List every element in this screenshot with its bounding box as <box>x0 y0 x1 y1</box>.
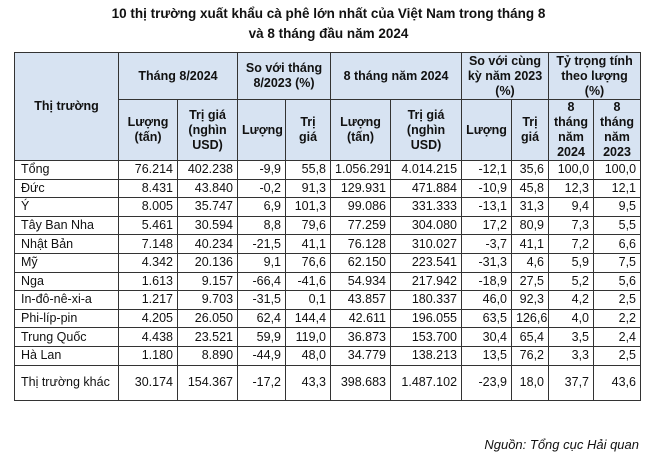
aug-value-change-cell: 76,6 <box>286 253 331 272</box>
aug-value-cell: 154.367 <box>178 365 238 400</box>
header-aug-2024: Tháng 8/2024 <box>119 53 238 100</box>
ytd-value-cell: 138.213 <box>391 346 462 365</box>
header-vs-ytd-2023: So với cùng kỳ năm 2023 (%) <box>462 53 549 100</box>
ytd-value-cell: 223.541 <box>391 253 462 272</box>
aug-value-cell: 43.840 <box>178 179 238 198</box>
table-row <box>15 328 641 347</box>
share-2024-cell: 3,5 <box>549 328 594 347</box>
share-2024-cell: 100,0 <box>549 161 594 180</box>
ytd-volume-cell: 34.779 <box>331 346 391 365</box>
share-2023-cell: 2,5 <box>594 346 641 365</box>
share-2023-cell: 9,5 <box>594 198 641 217</box>
aug-volume-cell: 7.148 <box>119 235 178 254</box>
aug-value-cell: 402.238 <box>178 161 238 180</box>
aug-value-change-cell: 119,0 <box>286 328 331 347</box>
ytd-volume-cell: 76.128 <box>331 235 391 254</box>
aug-volume-change-cell: 62,4 <box>238 309 286 328</box>
aug-value-cell: 9.157 <box>178 272 238 291</box>
ytd-volume-change-cell: -31,3 <box>462 253 512 272</box>
ytd-value-cell: 196.055 <box>391 309 462 328</box>
aug-volume-cell: 8.005 <box>119 198 178 217</box>
ytd-volume-change-cell: -13,1 <box>462 198 512 217</box>
ytd-value-cell: 217.942 <box>391 272 462 291</box>
aug-value-cell: 23.521 <box>178 328 238 347</box>
ytd-value-cell: 304.080 <box>391 216 462 235</box>
table-row <box>15 346 641 365</box>
subheader-value-kusd: Trị giá (nghìn USD) <box>178 100 238 161</box>
aug-value-cell: 8.890 <box>178 346 238 365</box>
share-2023-cell: 43,6 <box>594 365 641 400</box>
aug-volume-cell: 1.613 <box>119 272 178 291</box>
ytd-value-change-cell: 92,3 <box>512 291 549 310</box>
aug-value-change-cell: 144,4 <box>286 309 331 328</box>
aug-value-change-cell: 55,8 <box>286 161 331 180</box>
ytd-value-change-cell: 4,6 <box>512 253 549 272</box>
aug-value-cell: 40.234 <box>178 235 238 254</box>
ytd-value-change-cell: 41,1 <box>512 235 549 254</box>
ytd-volume-change-cell: -10,9 <box>462 179 512 198</box>
ytd-volume-change-cell: -12,1 <box>462 161 512 180</box>
table-row <box>15 253 641 272</box>
table-row <box>15 272 641 291</box>
market-cell: Mỹ <box>15 253 119 272</box>
share-2024-cell: 12,3 <box>549 179 594 198</box>
table-body <box>15 161 641 401</box>
aug-value-change-cell: 48,0 <box>286 346 331 365</box>
subheader-ytd-value-kusd: Trị giá (nghìn USD) <box>391 100 462 161</box>
ytd-volume-cell: 43.857 <box>331 291 391 310</box>
ytd-volume-cell: 62.150 <box>331 253 391 272</box>
ytd-volume-cell: 77.259 <box>331 216 391 235</box>
aug-volume-change-cell: -0,2 <box>238 179 286 198</box>
aug-volume-change-cell: 8,8 <box>238 216 286 235</box>
market-cell: Phi-líp-pin <box>15 309 119 328</box>
ytd-volume-change-cell: 17,2 <box>462 216 512 235</box>
aug-volume-change-cell: -31,5 <box>238 291 286 310</box>
ytd-value-cell: 310.027 <box>391 235 462 254</box>
header-share: Tỷ trọng tính theo lượng (%) <box>549 53 641 100</box>
ytd-value-change-cell: 76,2 <box>512 346 549 365</box>
share-2024-cell: 4,2 <box>549 291 594 310</box>
aug-volume-change-cell: -21,5 <box>238 235 286 254</box>
header-market: Thị trường <box>15 53 119 161</box>
ytd-volume-cell: 129.931 <box>331 179 391 198</box>
ytd-volume-change-cell: 46,0 <box>462 291 512 310</box>
header-ytd-2024: 8 tháng năm 2024 <box>331 53 462 100</box>
ytd-value-change-cell: 35,6 <box>512 161 549 180</box>
share-2023-cell: 2,5 <box>594 291 641 310</box>
ytd-value-cell: 180.337 <box>391 291 462 310</box>
title-line-2: và 8 tháng đầu năm 2024 <box>248 26 409 41</box>
market-cell: Ý <box>15 198 119 217</box>
subheader-ytd-volume-change: Lượng <box>462 100 512 161</box>
share-2024-cell: 9,4 <box>549 198 594 217</box>
ytd-value-change-cell: 80,9 <box>512 216 549 235</box>
aug-volume-change-cell: -66,4 <box>238 272 286 291</box>
coffee-export-table <box>14 52 641 401</box>
aug-volume-cell: 1.180 <box>119 346 178 365</box>
header-vs-aug-2023: So với tháng 8/2023 (%) <box>238 53 331 100</box>
table-row <box>15 198 641 217</box>
aug-value-cell: 9.703 <box>178 291 238 310</box>
share-2023-cell: 2,4 <box>594 328 641 347</box>
aug-value-cell: 20.136 <box>178 253 238 272</box>
aug-value-change-cell: 79,6 <box>286 216 331 235</box>
source-note: Nguồn: Tổng cục Hải quan <box>484 437 639 452</box>
share-2024-cell: 3,3 <box>549 346 594 365</box>
aug-volume-change-cell: -44,9 <box>238 346 286 365</box>
share-2023-cell: 7,5 <box>594 253 641 272</box>
subheader-ytd-value-change: Trị giá <box>512 100 549 161</box>
share-2024-cell: 4,0 <box>549 309 594 328</box>
ytd-value-change-cell: 126,6 <box>512 309 549 328</box>
ytd-volume-cell: 54.934 <box>331 272 391 291</box>
aug-value-change-cell: 41,1 <box>286 235 331 254</box>
ytd-value-change-cell: 18,0 <box>512 365 549 400</box>
table-row <box>15 216 641 235</box>
share-2023-cell: 5,5 <box>594 216 641 235</box>
market-cell: In-đô-nê-xi-a <box>15 291 119 310</box>
share-2024-cell: 37,7 <box>549 365 594 400</box>
aug-volume-cell: 76.214 <box>119 161 178 180</box>
market-cell: Nga <box>15 272 119 291</box>
table-row <box>15 161 641 180</box>
aug-volume-change-cell: 9,1 <box>238 253 286 272</box>
share-2023-cell: 6,6 <box>594 235 641 254</box>
ytd-value-change-cell: 27,5 <box>512 272 549 291</box>
aug-volume-cell: 8.431 <box>119 179 178 198</box>
share-2024-cell: 5,9 <box>549 253 594 272</box>
aug-volume-change-cell: 59,9 <box>238 328 286 347</box>
aug-value-change-cell: 43,3 <box>286 365 331 400</box>
ytd-value-cell: 4.014.215 <box>391 161 462 180</box>
share-2024-cell: 5,2 <box>549 272 594 291</box>
subheader-volume-ton: Lượng (tấn) <box>119 100 178 161</box>
ytd-value-cell: 153.700 <box>391 328 462 347</box>
aug-value-change-cell: 101,3 <box>286 198 331 217</box>
ytd-value-change-cell: 31,3 <box>512 198 549 217</box>
table-row <box>15 179 641 198</box>
market-cell: Trung Quốc <box>15 328 119 347</box>
subheader-ytd-volume-ton: Lượng (tấn) <box>331 100 391 161</box>
ytd-volume-change-cell: -3,7 <box>462 235 512 254</box>
share-2023-cell: 100,0 <box>594 161 641 180</box>
market-cell: Hà Lan <box>15 346 119 365</box>
ytd-volume-cell: 42.611 <box>331 309 391 328</box>
aug-volume-cell: 5.461 <box>119 216 178 235</box>
ytd-value-cell: 1.487.102 <box>391 365 462 400</box>
market-cell: Tây Ban Nha <box>15 216 119 235</box>
share-2024-cell: 7,2 <box>549 235 594 254</box>
aug-volume-cell: 1.217 <box>119 291 178 310</box>
aug-value-change-cell: -41,6 <box>286 272 331 291</box>
ytd-volume-change-cell: 30,4 <box>462 328 512 347</box>
aug-value-cell: 35.747 <box>178 198 238 217</box>
aug-value-change-cell: 0,1 <box>286 291 331 310</box>
table-row <box>15 365 641 400</box>
table-title <box>0 4 657 44</box>
market-cell: Đức <box>15 179 119 198</box>
ytd-value-cell: 331.333 <box>391 198 462 217</box>
share-2023-cell: 2,2 <box>594 309 641 328</box>
subheader-volume-change: Lượng <box>238 100 286 161</box>
market-cell: Thị trường khác <box>15 365 119 400</box>
aug-value-cell: 26.050 <box>178 309 238 328</box>
ytd-volume-change-cell: -18,9 <box>462 272 512 291</box>
table-row <box>15 309 641 328</box>
market-cell: Nhật Bản <box>15 235 119 254</box>
ytd-value-change-cell: 65,4 <box>512 328 549 347</box>
ytd-value-change-cell: 45,8 <box>512 179 549 198</box>
aug-volume-change-cell: -17,2 <box>238 365 286 400</box>
ytd-volume-change-cell: -23,9 <box>462 365 512 400</box>
share-2024-cell: 7,3 <box>549 216 594 235</box>
aug-volume-cell: 4.205 <box>119 309 178 328</box>
table-row <box>15 235 641 254</box>
subheader-share-2024: 8 tháng năm 2024 <box>549 100 594 161</box>
ytd-volume-cell: 398.683 <box>331 365 391 400</box>
share-2023-cell: 12,1 <box>594 179 641 198</box>
aug-volume-cell: 4.438 <box>119 328 178 347</box>
table-row <box>15 291 641 310</box>
aug-volume-change-cell: 6,9 <box>238 198 286 217</box>
subheader-value-change: Trị giá <box>286 100 331 161</box>
market-cell: Tổng <box>15 161 119 180</box>
aug-volume-change-cell: -9,9 <box>238 161 286 180</box>
aug-volume-cell: 30.174 <box>119 365 178 400</box>
title-line-1: 10 thị trường xuất khẩu cà phê lớn nhất của Việt Nam trong tháng 8 <box>111 6 546 21</box>
subheader-share-2023: 8 tháng năm 2023 <box>594 100 641 161</box>
ytd-volume-cell: 36.873 <box>331 328 391 347</box>
ytd-volume-cell: 1.056.291 <box>331 161 391 180</box>
aug-value-change-cell: 91,3 <box>286 179 331 198</box>
ytd-volume-change-cell: 13,5 <box>462 346 512 365</box>
ytd-volume-change-cell: 63,5 <box>462 309 512 328</box>
aug-value-cell: 30.594 <box>178 216 238 235</box>
share-2023-cell: 5,6 <box>594 272 641 291</box>
ytd-value-cell: 471.884 <box>391 179 462 198</box>
aug-volume-cell: 4.342 <box>119 253 178 272</box>
ytd-volume-cell: 99.086 <box>331 198 391 217</box>
